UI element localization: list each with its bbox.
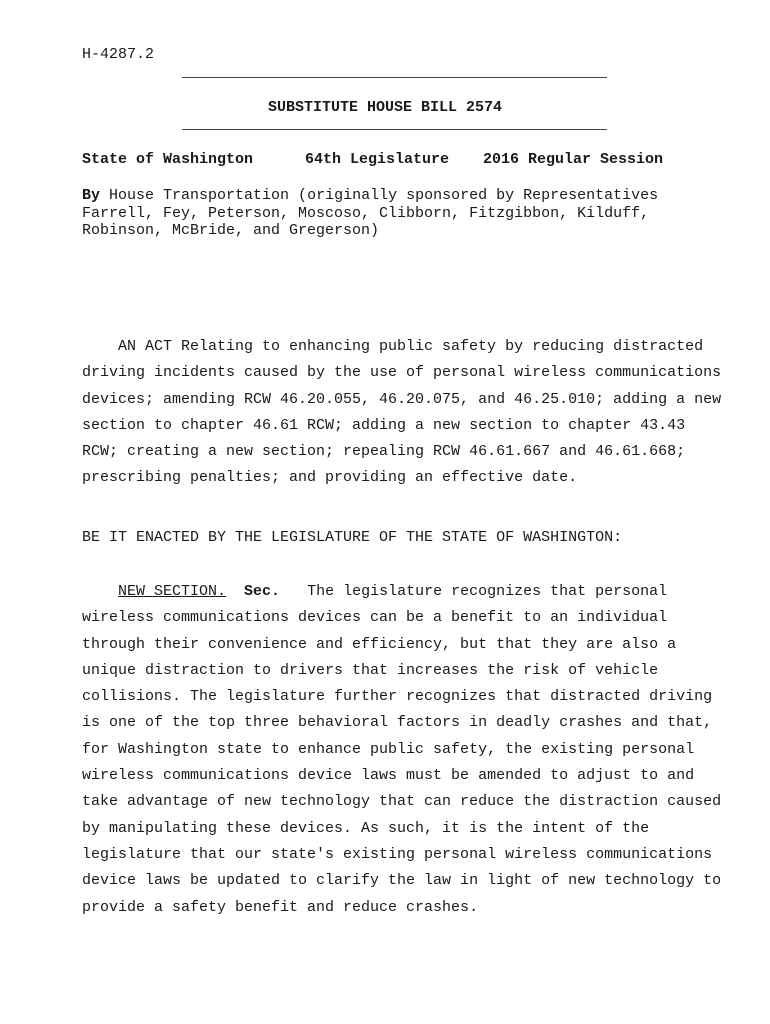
section-paragraph	[82, 579, 722, 921]
state-label: State of Washington	[82, 151, 254, 168]
act-text: AN ACT Relating to enhancing public safety by reducing distracted driving incidents caused by the use of personal wireless communications devices; amending RCW 46.20.055, 46.20.075, and 46.25.010; adding a new section to chapter 46.61 RCW; adding a new section to chapter 43.43 RCW; creating a new section; repealing RCW 46.61.667 and 46.61.668; prescribing penalties; and providing an effective date.	[82, 338, 722, 487]
title-rule-top	[182, 77, 607, 78]
sponsors-text: House Transportation (originally sponsored by Representatives Farrell, Fey, Peterson, Moscoso, Clibborn, Fitzgibbon, Kilduff, Robinson, McBride, and Gregerson)	[82, 187, 659, 239]
legislature-label: 64th Legislature	[305, 151, 450, 168]
sponsors-paragraph	[82, 187, 702, 240]
section-text: The legislature recognizes that personal wireless communications devices can be a benefit to an individual through their convenience and efficiency, but that they are also a unique distraction to drivers that increases the risk of vehicle collisions. The legislature further recognizes that distracted driving is one of the top three behavioral factors in deadly crashes and that, for Washington state to enhance public safety, the existing personal wireless communications device laws must be amended to adjust to and take advantage of new technology that can reduce the distraction caused by manipulating these devices. As such, it is the intent of the legislature that our state's existing personal wireless communications device laws be updated to clarify the law in light of new technology to provide a safety benefit and reduce crashes.	[82, 583, 722, 916]
enacting-clause: BE IT ENACTED BY THE LEGISLATURE OF THE STATE OF WASHINGTON:	[82, 529, 623, 546]
bill-title: SUBSTITUTE HOUSE BILL 2574	[267, 99, 503, 116]
sec-label: Sec.	[244, 583, 281, 600]
session-label: 2016 Regular Session	[483, 151, 664, 168]
new-section-label: NEW SECTION.	[118, 583, 227, 600]
sponsors-prefix: By	[82, 187, 101, 204]
document-id: H-4287.2	[82, 46, 155, 63]
title-rule-bottom	[182, 129, 607, 130]
act-paragraph	[82, 334, 722, 492]
